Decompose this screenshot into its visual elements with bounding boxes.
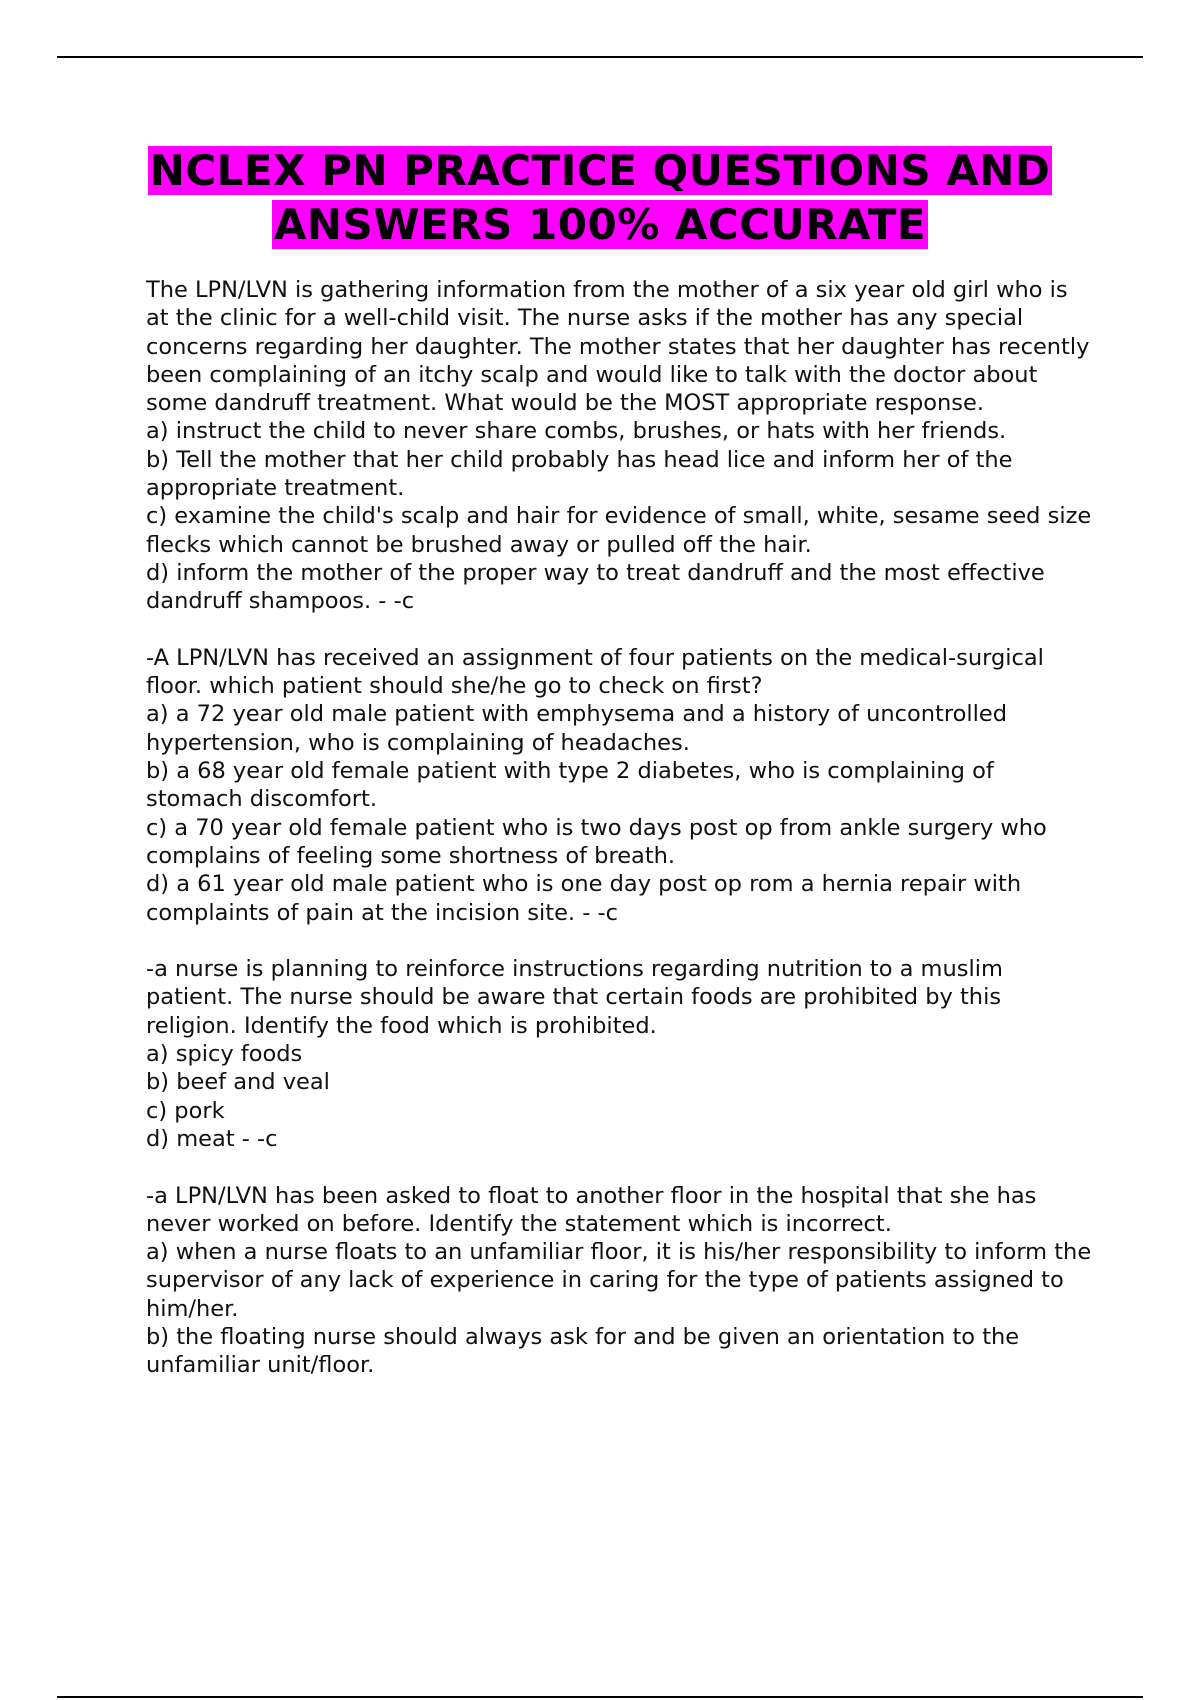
answer-option-d-line [146,559,1096,616]
question-stem: -A LPN/LVN has received an assignment of four patients on the medical-surgical floor. which patient should she/he go to check on first? [146,644,1044,700]
answer-option-a: a) a 72 year old male patient with emphysema and a history of uncontrolled hypertension, who is complaining of headaches. [146,701,1008,756]
answer-option-b: b) beef and veal [146,1069,330,1096]
answer-option-d: d) inform the mother of the proper way to treat dandruff and the most effective dandruff shampoos. [146,559,1045,615]
answer-option-a: a) spicy foods [146,1041,303,1068]
header-rule [57,56,1143,58]
answer-option-a: a) instruct the child to never share combs, brushes, or hats with her friends. [146,418,1007,445]
answer-option-c: c) examine the child's scalp and hair for evidence of small, white, sesame seed size flecks which cannot be brushed away or pulled off the hair. [146,503,1092,558]
question-stem: -a nurse is planning to reinforce instructions regarding nutrition to a muslim patient. The nurse should be aware that certain foods are prohibited by this religion. Identify the food which is prohibited. [146,956,1003,1039]
document-title [57,144,1143,252]
answer-option-b: b) Tell the mother that her child probably has head lice and inform her of the appropriate treatment. [146,446,1013,502]
answer-option-b: b) a 68 year old female patient with type 2 diabetes, who is complaining of stomach discomfort. [146,758,994,813]
question-2 [146,644,1096,927]
answer-option-d-line [146,1125,1096,1153]
answer-option-d-line [146,870,1096,927]
document-title-highlight: NCLEX PN PRACTICE QUESTIONS AND ANSWERS 100% ACCURATE [149,146,1051,249]
answer-option-d: d) a 61 year old male patient who is one day post op rom a hernia repair with complaints of pain at the incision site. [146,871,1022,926]
footer-rule [57,1696,1143,1698]
answer-option-c: c) pork [146,1097,225,1124]
correct-answer: - -c [371,588,415,615]
answer-option-b: b) the floating nurse should always ask for and be given an orientation to the unfamiliar unit/floor. [146,1323,1020,1379]
question-4 [146,1182,1096,1380]
answer-option-a: a) when a nurse floats to an unfamiliar floor, it is his/her responsibility to inform the supervisor of any lack of experience in caring for the type of patients assigned to him/her. [146,1239,1092,1322]
answer-option-d: d) meat [146,1125,235,1152]
question-1 [146,276,1096,616]
question-stem: -a LPN/LVN has been asked to float to another floor in the hospital that she has never worked on before. Identify the statement which is incorrect. [146,1182,1037,1237]
correct-answer: - -c [234,1125,278,1152]
questions-container [146,276,1096,1408]
correct-answer: - -c [575,899,618,926]
answer-option-c: c) a 70 year old female patient who is two days post op from ankle surgery who complains of feeling some shortness of breath. [146,814,1047,869]
question-stem: The LPN/LVN is gathering information from the mother of a six year old girl who is at the clinic for a well-child visit. The nurse asks if the mother has any special concerns regarding her daughter. The mother states that her daughter has recently been complaining of an itchy scalp and would like to talk with the doctor about some dandruff treatment. What would be the MOST appropriate response. [146,277,1090,417]
question-3 [146,955,1096,1153]
